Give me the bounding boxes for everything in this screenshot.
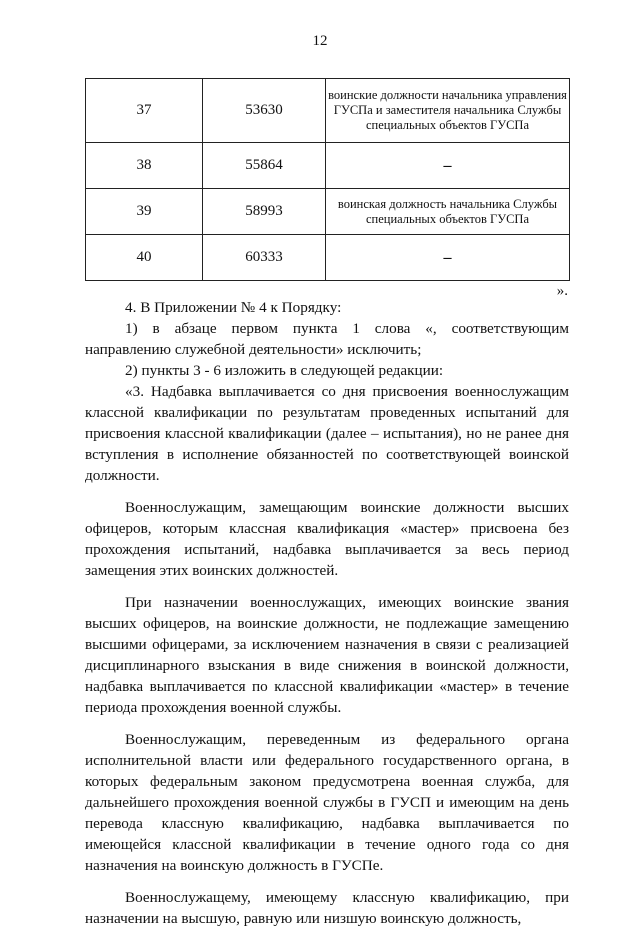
table-cell-index: 40 <box>86 235 203 281</box>
table-cell-position: – <box>326 235 570 281</box>
table-cell-amount: 53630 <box>203 79 326 143</box>
rates-table <box>85 78 570 281</box>
table-cell-index: 38 <box>86 143 203 189</box>
paragraph: Военнослужащему, имеющему классную квалификацию, при назначении на высшую, равную или низшую воинскую должность, <box>85 889 569 927</box>
table-cell-amount: 60333 <box>203 235 326 281</box>
paragraph: При назначении военнослужащих, имеющих воинские звания высших офицеров, на воинские должности, не подлежащие замещению высшими офицерами, за исключением назначения в связи с реализацией дисциплинарного взыскания в виде снижения в воинской должности, надбавка выплачивается по классной квалификации «мастер» в течение периода прохождения военной службы. <box>85 594 569 716</box>
table-cell-index: 39 <box>86 189 203 235</box>
paragraph: 2) пункты 3 - 6 изложить в следующей редакции: <box>125 362 444 379</box>
page-number: 12 <box>312 33 328 49</box>
paragraph: 1) в абзаце первом пункта 1 слова «, соответствующим направлению служебной деятельности» исключить; <box>85 320 569 358</box>
table-cell-position: воинская должность начальника Службы специальных объектов ГУСПа <box>326 189 570 235</box>
table-cell-position: воинские должности начальника управления ГУСПа и заместителя начальника Службы специальных объектов ГУСПа <box>326 79 570 143</box>
paragraph: Военнослужащим, замещающим воинские должности высших офицеров, которым классная квалификация «мастер» присвоена без прохождения испытаний, надбавка выплачивается за весь период замещения этих воинских должностей. <box>85 499 569 579</box>
paragraph: «3. Надбавка выплачивается со дня присвоения военнослужащим классной квалификации по результатам проведенных испытаний для присвоения классной квалификации (далее – испытания), но не ранее дня вступления в исполнение обязанностей по соответствующей воинской должности. <box>85 383 569 484</box>
document-body <box>85 297 569 929</box>
table-row <box>86 189 570 235</box>
table-cell-index: 37 <box>86 79 203 143</box>
paragraph: Военнослужащим, переведенным из федерального органа исполнительной власти или федерального государственного органа, в которых федеральным законом предусмотрена военная служба, для дальнейшего прохождения военной службы в ГУСП и имеющим на день перевода классную квалификацию, надбавка выплачивается по имеющейся классной квалификации в течение одного года со дня назначения на воинскую должность в ГУСПе. <box>85 731 569 874</box>
table-cell-position: – <box>326 143 570 189</box>
table-closing-quote: ». <box>556 283 568 299</box>
table-cell-amount: 58993 <box>203 189 326 235</box>
table-row <box>86 143 570 189</box>
table-row <box>86 235 570 281</box>
paragraph: 4. В Приложении № 4 к Порядку: <box>125 299 342 316</box>
table-row <box>86 79 570 143</box>
table-cell-amount: 55864 <box>203 143 326 189</box>
